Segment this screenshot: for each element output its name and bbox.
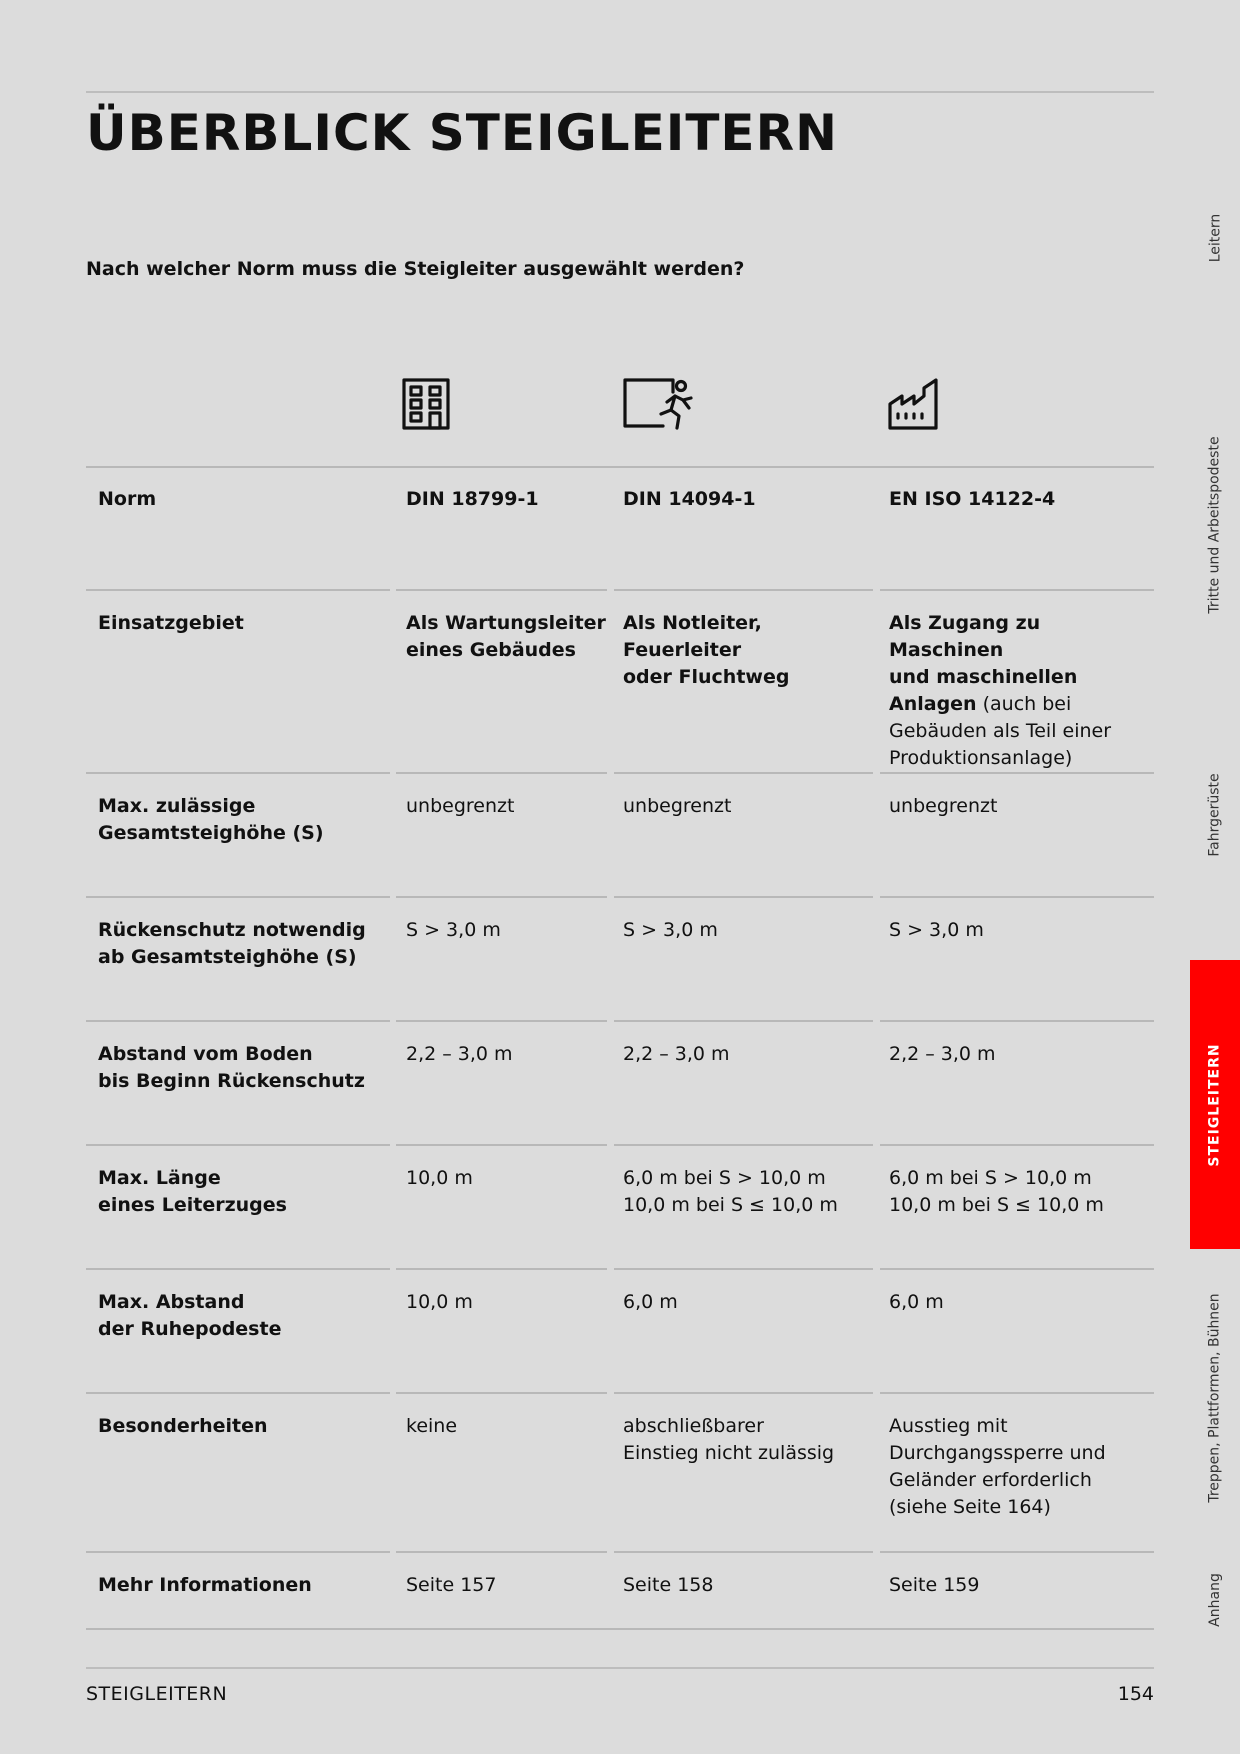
table-rule	[86, 466, 1154, 468]
table-rule	[880, 589, 1154, 591]
table-rule	[880, 1020, 1154, 1022]
table-rule	[880, 772, 1154, 774]
table-rule	[614, 589, 873, 591]
table-rule	[396, 1144, 607, 1146]
table-rule	[880, 1392, 1154, 1394]
table-cell: 2,2 – 3,0 m	[889, 1043, 996, 1065]
row-label-abstand-boden: Abstand vom Boden bis Beginn Rückenschutz	[98, 1043, 365, 1092]
cell-einsatzgebiet-3	[889, 610, 1149, 772]
table-cell: 6,0 m	[889, 1291, 944, 1313]
table-cell: S > 3,0 m	[406, 919, 501, 941]
cell-einsatzgebiet-2: Als Notleiter, Feuerleiter oder Fluchtweg	[623, 612, 790, 688]
table-cell: abschließbarer Einstieg nicht zulässig	[623, 1415, 835, 1464]
table-cell: 10,0 m	[406, 1291, 473, 1313]
table-cell: S > 3,0 m	[623, 919, 718, 941]
table-cell: Ausstieg mit Durchgangssperre und Geländer erforderlich (siehe Seite 164)	[889, 1415, 1106, 1518]
row-label-rueckenschutz: Rückenschutz notwendig ab Gesamtsteighöhe (S)	[98, 919, 366, 968]
table-rule	[396, 1020, 607, 1022]
cell-norm-din14094: DIN 14094-1	[623, 488, 756, 510]
row-label-einsatzgebiet: Einsatzgebiet	[98, 612, 244, 634]
side-tab-anhang[interactable]	[1190, 1555, 1240, 1645]
side-tab-tritte[interactable]	[1190, 390, 1240, 660]
table-rule	[614, 772, 873, 774]
table-rule	[614, 1551, 873, 1553]
table-rule	[86, 1392, 390, 1394]
cell-einsatzgebiet-1: Als Wartungsleiter eines Gebäudes	[406, 612, 606, 661]
top-rule	[86, 91, 1154, 93]
emergency-exit-icon	[623, 378, 695, 430]
table-rule	[396, 1392, 607, 1394]
table-rule	[880, 896, 1154, 898]
footer-rule	[86, 1667, 1154, 1669]
cell-einsatzgebiet-3-rest: (auch bei Gebäuden als Teil einer Produktionsanlage)	[889, 693, 1112, 769]
page-link-157[interactable]: Seite 157	[406, 1574, 497, 1596]
side-tab-label: Anhang	[1207, 1573, 1224, 1627]
cell-einsatzgebiet-3-bold: Als Zugang zu Maschinen und maschinellen Anlagen	[889, 612, 1078, 715]
table-rule	[614, 1392, 873, 1394]
table-cell: unbegrenzt	[623, 795, 732, 817]
table-rule	[614, 1268, 873, 1270]
table-rule	[880, 1551, 1154, 1553]
table-rule	[614, 1020, 873, 1022]
cell-norm-din18799: DIN 18799-1	[406, 488, 539, 510]
table-rule	[614, 1144, 873, 1146]
row-label-max-laenge: Max. Länge eines Leiterzuges	[98, 1167, 287, 1216]
row-label-gesamtsteighoehe: Max. zulässige Gesamtsteighöhe (S)	[98, 795, 324, 844]
side-tab-treppen[interactable]	[1190, 1270, 1240, 1525]
side-tab-label: Treppen, Plattformen, Bühnen	[1207, 1292, 1223, 1503]
table-rule	[86, 896, 390, 898]
page-link-159[interactable]: Seite 159	[889, 1574, 980, 1596]
table-cell: 10,0 m	[406, 1167, 473, 1189]
table-rule	[880, 1144, 1154, 1146]
side-tab-fahrgerueste[interactable]	[1190, 755, 1240, 875]
table-rule	[86, 1268, 390, 1270]
table-cell: unbegrenzt	[889, 795, 998, 817]
page-title: ÜBERBLICK STEIGLEITERN	[86, 104, 838, 162]
table-cell: 2,2 – 3,0 m	[406, 1043, 513, 1065]
table-cell: 2,2 – 3,0 m	[623, 1043, 730, 1065]
factory-icon	[888, 378, 940, 430]
table-rule	[86, 1144, 390, 1146]
row-label-besonderheiten: Besonderheiten	[98, 1415, 268, 1437]
table-cell: keine	[406, 1415, 458, 1437]
row-label-mehr-informationen: Mehr Informationen	[98, 1574, 312, 1596]
table-rule	[86, 772, 390, 774]
table-cell: 6,0 m bei S > 10,0 m 10,0 m bei S ≤ 10,0 m	[623, 1167, 838, 1216]
side-tab-label: Leitern	[1206, 213, 1223, 262]
footer-section: STEIGLEITERN	[86, 1683, 228, 1705]
table-rule	[86, 589, 390, 591]
table-rule	[396, 896, 607, 898]
page-number: 154	[1117, 1683, 1154, 1705]
table-rule	[396, 1268, 607, 1270]
side-tab-label: Fahrgerüste	[1207, 773, 1224, 857]
page-link-158[interactable]: Seite 158	[623, 1574, 714, 1596]
building-icon	[402, 378, 450, 430]
table-cell: 6,0 m	[623, 1291, 678, 1313]
side-tab-steigleitern[interactable]	[1190, 960, 1240, 1249]
table-rule	[86, 1628, 1154, 1630]
table-rule	[614, 896, 873, 898]
table-rule	[86, 1551, 390, 1553]
row-label-norm: Norm	[98, 488, 157, 510]
table-cell: S > 3,0 m	[889, 919, 984, 941]
side-tab-leitern[interactable]	[1190, 170, 1240, 305]
page-subtitle: Nach welcher Norm muss die Steigleiter ausgewählt werden?	[86, 258, 745, 280]
table-rule	[396, 589, 607, 591]
table-rule	[86, 1020, 390, 1022]
table-rule	[396, 772, 607, 774]
cell-norm-eniso14122: EN ISO 14122-4	[889, 488, 1056, 510]
side-tab-label: Tritte und Arbeitspodeste	[1207, 436, 1223, 614]
side-tab-label: STEIGLEITERN	[1207, 1042, 1224, 1167]
table-cell: 6,0 m bei S > 10,0 m 10,0 m bei S ≤ 10,0 m	[889, 1167, 1104, 1216]
table-rule	[880, 1268, 1154, 1270]
table-cell: unbegrenzt	[406, 795, 515, 817]
table-rule	[396, 1551, 607, 1553]
row-label-ruhepodeste: Max. Abstand der Ruhepodeste	[98, 1291, 282, 1340]
